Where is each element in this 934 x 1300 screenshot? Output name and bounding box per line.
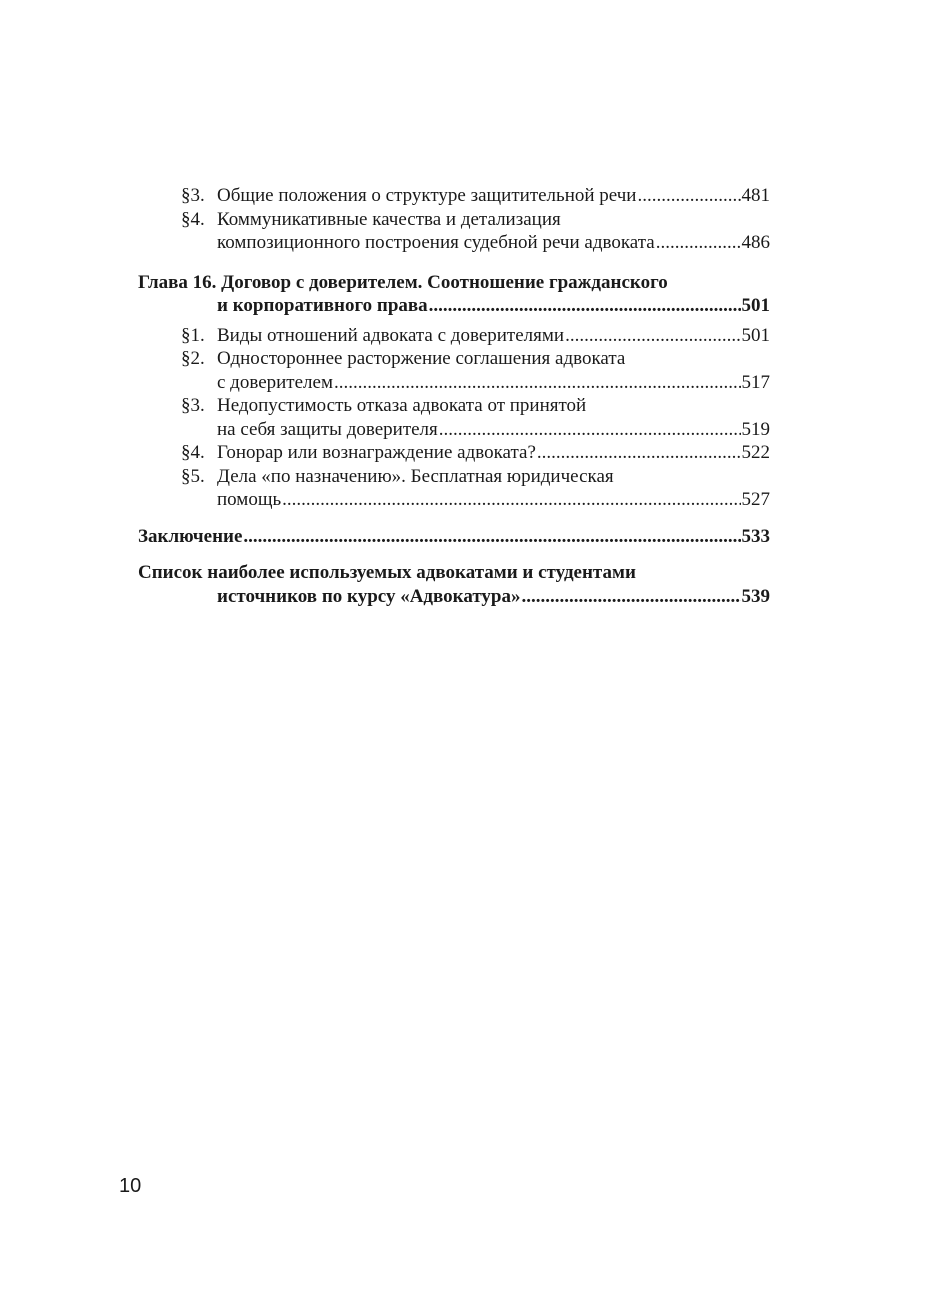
section-title-line1: Коммуникативные качества и детализация: [217, 208, 561, 230]
section-number: §4.: [181, 442, 205, 463]
page-ref: 517: [741, 371, 770, 393]
section-title: Виды отношений адвоката с доверителями: [217, 324, 565, 346]
section-number: §5.: [181, 465, 205, 487]
toc-entry-section: [138, 465, 770, 512]
table-of-contents: [138, 184, 770, 608]
toc-entry-conclusion: [138, 525, 770, 549]
page-ref: 527: [741, 489, 770, 510]
leader-dots: [656, 231, 741, 255]
page-number: 10: [119, 1175, 142, 1197]
toc-entry-section: [138, 441, 770, 465]
section-number: §1.: [181, 324, 205, 346]
leader-dots: [243, 525, 740, 549]
leader-dots: [565, 324, 740, 348]
chapter-title-line2: и корпоративного права: [217, 295, 428, 316]
section-title-line2: помощь: [217, 489, 282, 510]
toc-entry-sources: [138, 561, 770, 608]
sources-title-line1: Список наиболее используемых адвокатами и студентами: [138, 562, 636, 583]
conclusion-title: Заключение: [138, 525, 243, 547]
toc-entry-section: [138, 208, 770, 255]
leader-dots: [282, 488, 740, 512]
section-number: §4.: [181, 208, 205, 230]
leader-dots: [334, 371, 741, 395]
section-title: Общие положения о структуре защитительной речи: [217, 185, 637, 206]
section-number: §2.: [181, 348, 205, 369]
section-number: §3.: [181, 185, 205, 206]
leader-dots: [537, 441, 741, 465]
page-ref: 501: [741, 324, 770, 346]
page-ref: 522: [741, 442, 770, 463]
leader-dots: [637, 184, 740, 208]
page-ref: 519: [741, 418, 770, 440]
page-ref: 481: [741, 185, 770, 206]
toc-entry-section: [138, 324, 770, 348]
toc-entry-chapter: [138, 271, 770, 318]
page-ref: 539: [741, 585, 770, 607]
leader-dots: [521, 585, 740, 609]
section-title-line2: композиционного построения судебной речи адвоката: [217, 232, 655, 253]
section-title-line1: Недопустимость отказа адвоката от принятой: [217, 395, 587, 416]
section-title-line2: с доверителем: [217, 371, 333, 393]
toc-entry-section: [138, 394, 770, 441]
toc-entry-section: [138, 347, 770, 394]
section-title-line2: на себя защиты доверителя: [217, 418, 438, 440]
toc-entry-section: [138, 184, 770, 208]
sources-title-line2: источников по курсу «Адвокатура»: [217, 585, 521, 607]
section-title-line1: Одностороннее расторжение соглашения адвоката: [217, 348, 626, 369]
page-ref: 533: [741, 525, 770, 547]
chapter-title-line1: Глава 16. Договор с доверителем. Соотношение гражданского: [138, 271, 668, 293]
page-ref: 486: [741, 232, 770, 253]
section-title-line1: Дела «по назначению». Бесплатная юридическая: [217, 465, 614, 487]
leader-dots: [439, 418, 741, 442]
section-number: §3.: [181, 395, 205, 416]
page-ref: 501: [741, 295, 770, 316]
leader-dots: [429, 294, 741, 318]
section-title: Гонорар или вознаграждение адвоката?: [217, 442, 536, 463]
